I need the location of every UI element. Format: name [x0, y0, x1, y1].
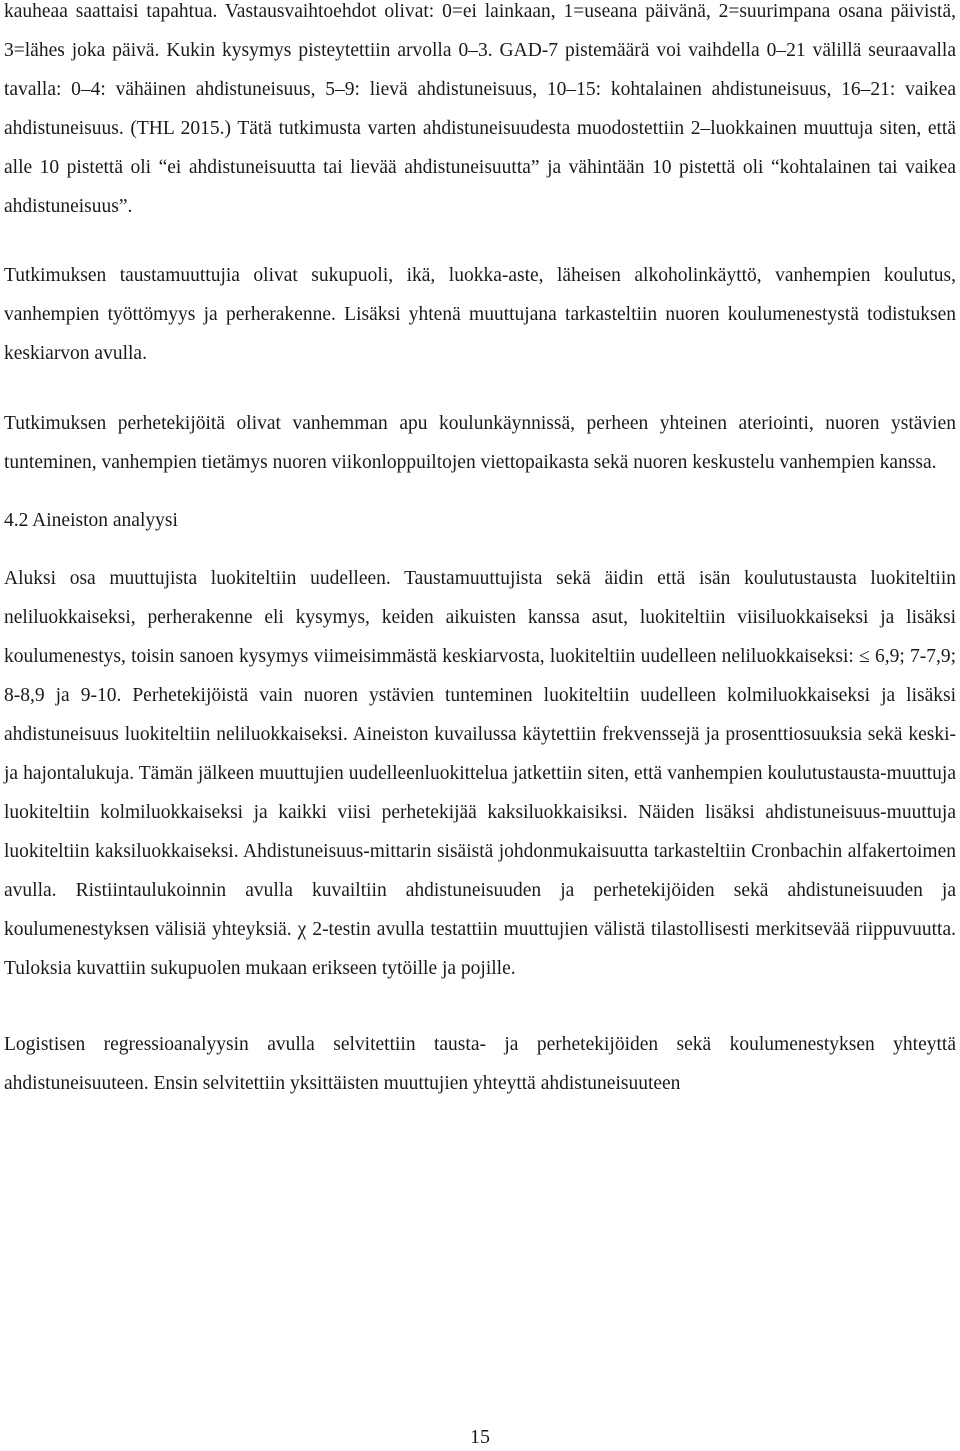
paragraph-anxiety-measure: kauheaa saattaisi tapahtua. Vastausvaihtoehdot olivat: 0=ei lainkaan, 1=useana päivänä, 2=suurimpana osana päivistä, 3=lähes joka päivä. Kukin kysymys pisteytettiin arvolla 0–3. GAD-7 pistemäärä voi vaihdella 0–21 välillä seuraavalla tavalla: 0–4: vähäinen ahdistuneisuus, 5–9: lievä ahdistuneisuus, 10–15: kohtalainen ahdistuneisuus, 16–21: vaikea ahdistuneisuus. (THL 2015.) Tätä tutkimusta varten ahdistuneisuudesta muodostettiin 2–luokkainen muuttuja siten, että alle 10 pistettä oli “ei ahdistuneisuutta tai lievää ahdistuneisuutta” ja vähintään 10 pistettä oli “kohtalainen tai vaikea ahdistuneisuus”.: [4, 1, 956, 217]
paragraph-analysis-methods: Aluksi osa muuttujista luokiteltiin uudelleen. Taustamuuttujista sekä äidin että isän koulutustausta luokiteltiin neliluokkaiseksi, perherakenne eli kysymys, keiden aikuisten kanssa asut, luokiteltiin viisiluokkaiseksi ja lisäksi koulumenestys, toisin sanoen kysymys viimeisimmästä keskiarvosta, luokiteltiin uudelleen neliluokkaiseksi: ≤ 6,9; 7-7,9; 8-8,9 ja 9-10. Perhetekijöistä vain nuoren ystävien tunteminen luokiteltiin uudelleen kolmiluokkaiseksi ja lisäksi ahdistuneisuus luokiteltiin neliluokkaiseksi. Aineiston kuvailussa käytettiin frekvenssejä ja prosenttiosuuksia sekä keski- ja hajontalukuja. Tämän jälkeen muuttujien uudelleenluokittelua jatkettiin siten, että vanhempien koulutustausta-muuttuja luokiteltiin kolmiluokkaiseksi ja kaikki viisi perhetekijää kaksiluokkaisiksi. Näiden lisäksi ahdistuneisuus-muuttuja luokiteltiin kaksiluokkaiseksi. Ahdistuneisuus-mittarin sisäistä johdonmukaisuutta tarkasteltiin Cronbachin alfakertoimen avulla. Ristiintaulukoinnin avulla kuvailtiin ahdistuneisuuden ja perhetekijöiden sekä ahdistuneisuuden ja koulumenestyksen välisiä yhteyksiä. χ 2-testin avulla testattiin muuttujien välistä tilastollisesti merkitsevää riippuvuutta. Tuloksia kuvattiin sukupuolen mukaan erikseen tytöille ja pojille.: [4, 568, 956, 979]
paragraph-background-variables: Tutkimuksen taustamuuttujia olivat sukupuoli, ikä, luokka-aste, läheisen alkoholinkäyttö, vanhempien koulutus, vanhempien työttömyys ja perherakenne. Lisäksi yhtenä muuttujana tarkasteltiin nuoren koulumenestystä todistuksen keskiarvon avulla.: [4, 265, 956, 364]
paragraph-family-factors: Tutkimuksen perhetekijöitä olivat vanhemman apu koulunkäynnissä, perheen yhteinen ateriointi, nuoren ystävien tunteminen, vanhempien tietämys nuoren viikonloppuiltojen viettopaikasta sekä nuoren keskustelu vanhempien kanssa.: [4, 413, 956, 473]
section-heading: 4.2 Aineiston analyysi: [4, 510, 178, 531]
page-number: 15: [470, 1426, 490, 1448]
document-page: [4, 0, 956, 1103]
paragraph-logistic-regression: Logistisen regressioanalyysin avulla selvitettiin tausta- ja perhetekijöiden sekä koulumenestyksen yhteyttä ahdistuneisuuteen. Ensin selvitettiin yksittäisten muuttujien yhteyttä ahdistuneisuuteen: [4, 1034, 956, 1094]
